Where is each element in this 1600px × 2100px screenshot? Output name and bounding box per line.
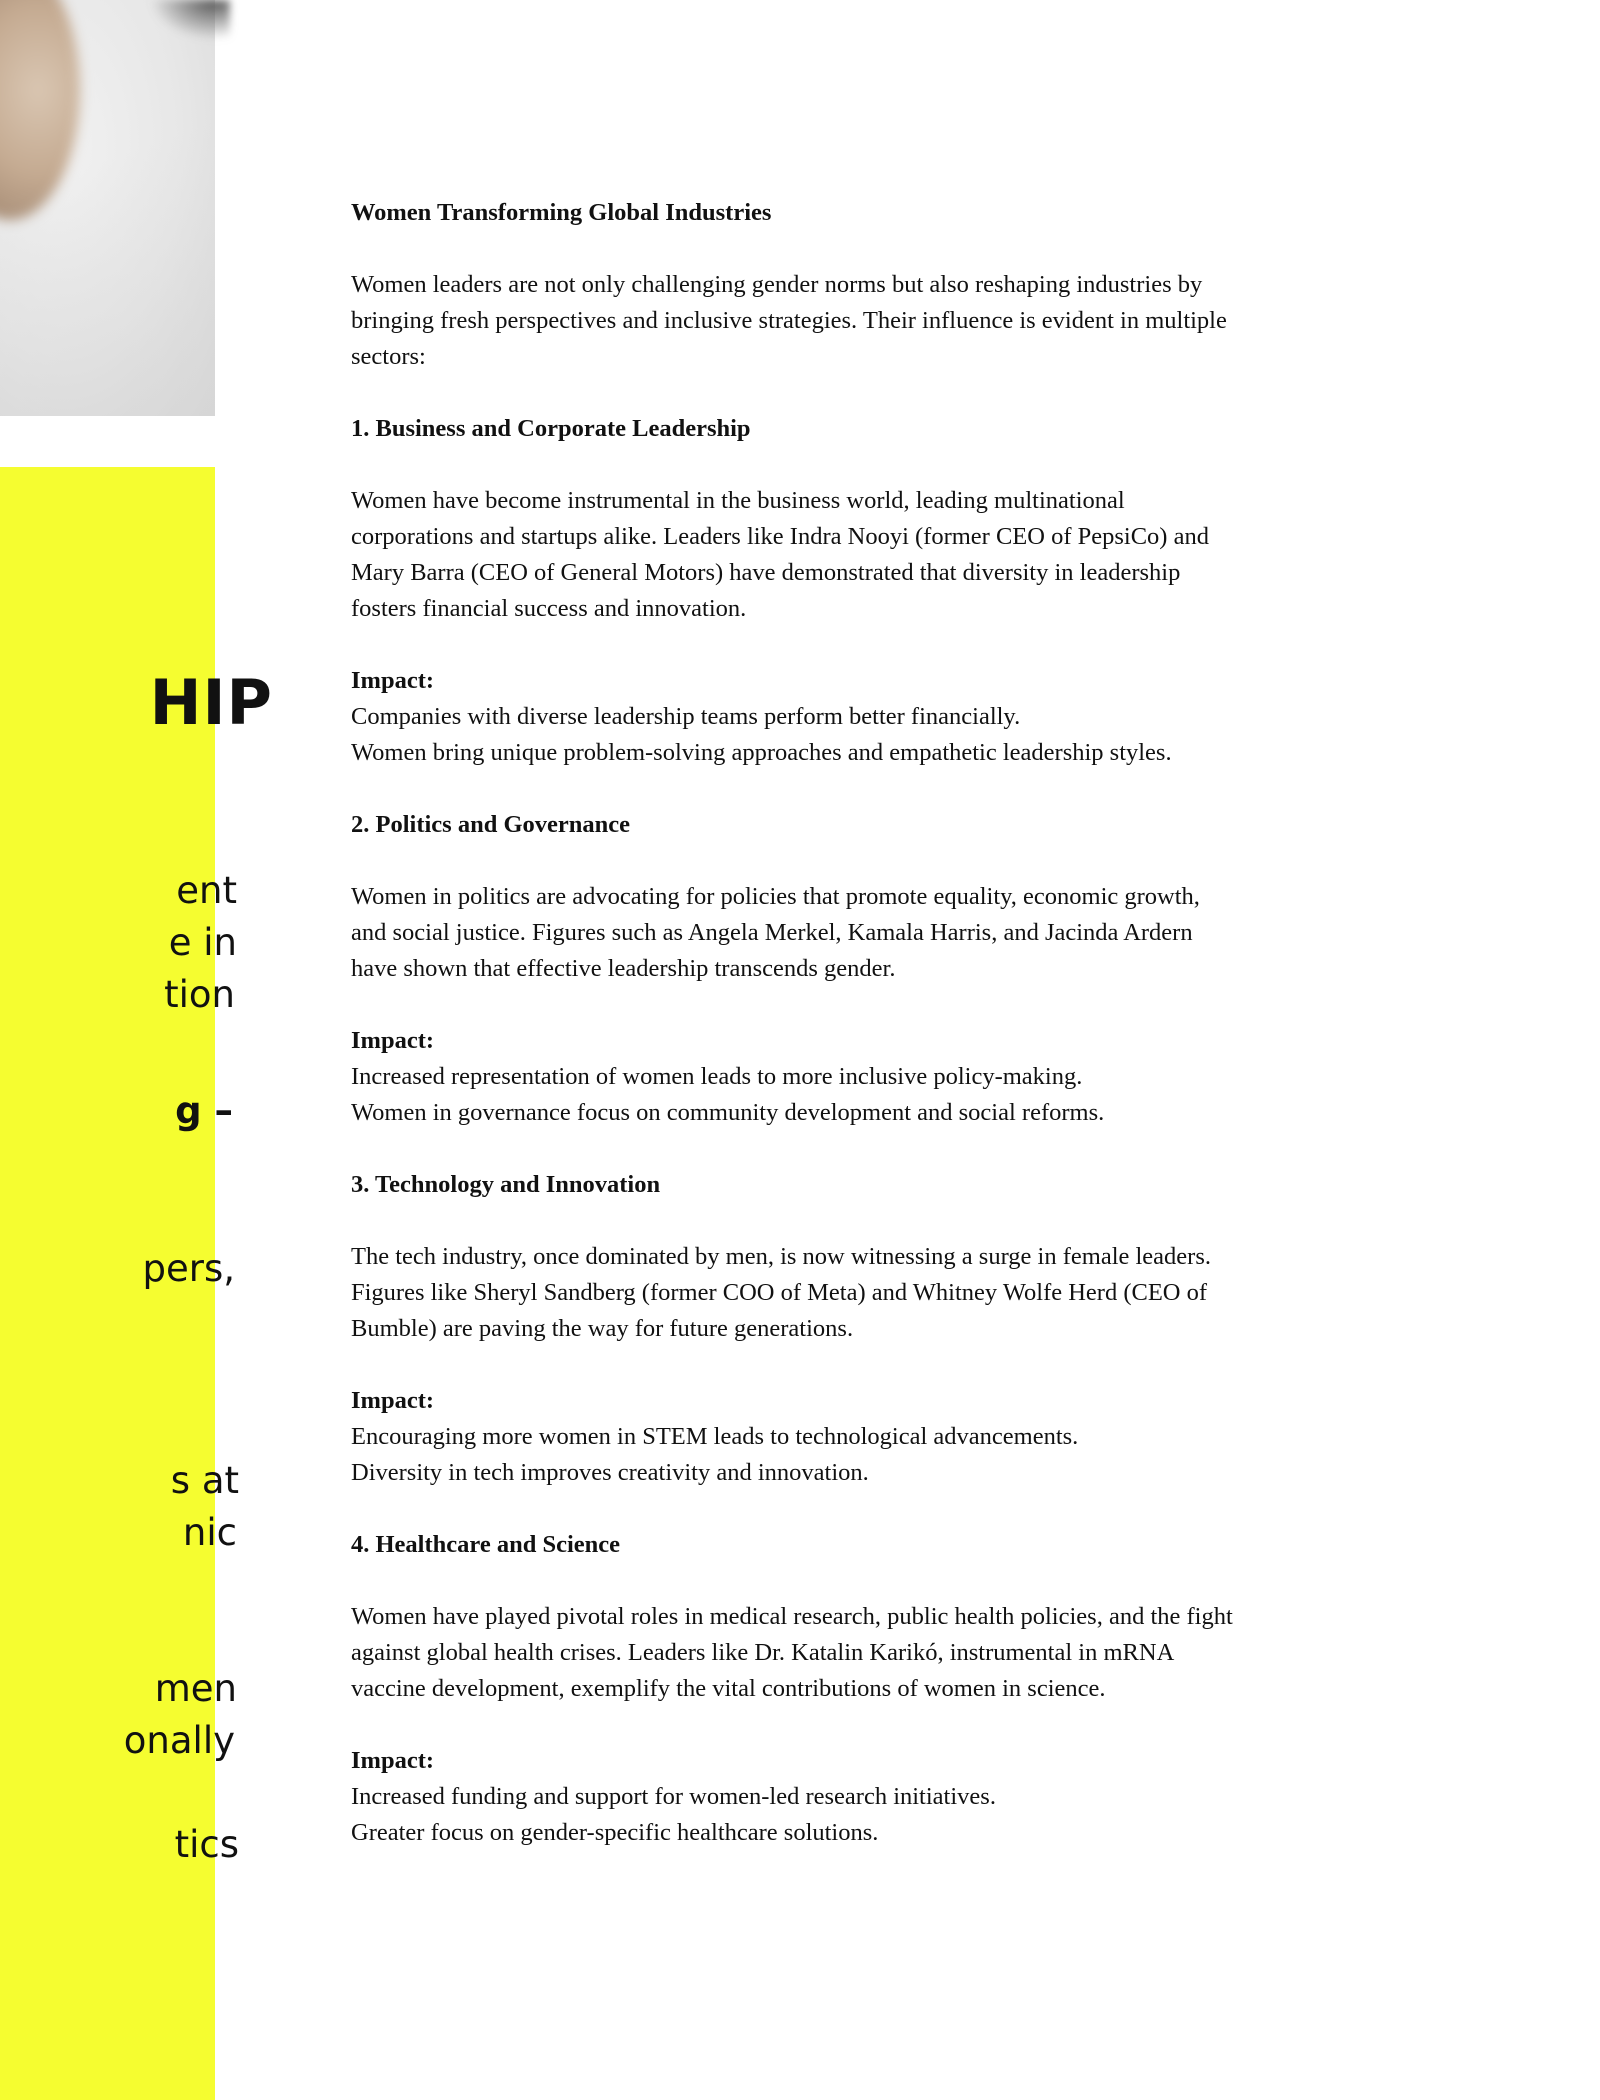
impact-label: Impact: xyxy=(351,1027,435,1054)
header-photo xyxy=(0,0,215,416)
intro-line: Women leaders are not only challenging gender norms but also reshaping industries by xyxy=(351,271,1203,298)
impact-line: Women bring unique problem-solving approaches and empathetic leadership styles. xyxy=(351,739,1172,766)
photo-tint xyxy=(0,0,215,416)
sidebar-line: e in xyxy=(168,921,237,964)
intro-line: sectors: xyxy=(351,343,426,370)
section-line: fosters financial success and innovation. xyxy=(351,595,747,622)
article-body xyxy=(351,195,1391,1851)
sidebar-line: ent xyxy=(176,869,237,912)
section-line: corporations and startups alike. Leaders like Indra Nooyi (former CEO of PepsiCo) and xyxy=(351,523,1209,550)
section-line: and social justice. Figures such as Angela Merkel, Kamala Harris, and Jacinda Ardern xyxy=(351,919,1193,946)
section-line: Mary Barra (CEO of General Motors) have demonstrated that diversity in leadership xyxy=(351,559,1181,586)
sidebar-line: men xyxy=(154,1667,237,1710)
impact-line: Diversity in tech improves creativity and innovation. xyxy=(351,1459,869,1486)
section-line: Women have become instrumental in the business world, leading multinational xyxy=(351,487,1125,514)
impact-label: Impact: xyxy=(351,1387,435,1414)
sidebar-line: tics xyxy=(174,1823,239,1866)
sidebar-line: pers, xyxy=(142,1247,235,1290)
impact-line: Women in governance focus on community development and social reforms. xyxy=(351,1099,1105,1126)
impact-line: Increased funding and support for women-led research initiatives. xyxy=(351,1783,996,1810)
impact-label: Impact: xyxy=(351,667,435,694)
impact-line: Encouraging more women in STEM leads to technological advancements. xyxy=(351,1423,1079,1450)
section-line: Bumble) are paving the way for future generations. xyxy=(351,1315,854,1342)
sidebar-heading: HIP xyxy=(149,666,273,739)
impact-line: Increased representation of women leads to more inclusive policy-making. xyxy=(351,1063,1083,1090)
sidebar-line: tion xyxy=(164,973,235,1016)
section-line: vaccine development, exemplify the vital contributions of women in science. xyxy=(351,1675,1106,1702)
impact-line: Greater focus on gender-specific healthcare solutions. xyxy=(351,1819,879,1846)
impact-line: Companies with diverse leadership teams perform better financially. xyxy=(351,703,1021,730)
section-title: 4. Healthcare and Science xyxy=(351,1531,621,1558)
section-line: Women have played pivotal roles in medical research, public health policies, and the fight xyxy=(351,1603,1233,1630)
sidebar-line: nic xyxy=(182,1511,237,1554)
sidebar-bold-line: g – xyxy=(175,1089,233,1132)
sidebar-panel xyxy=(0,467,273,2100)
section-line: Women in politics are advocating for policies that promote equality, economic growth, xyxy=(351,883,1200,910)
section-title: 1. Business and Corporate Leadership xyxy=(351,415,751,442)
section-line: Figures like Sheryl Sandberg (former COO of Meta) and Whitney Wolfe Herd (CEO of xyxy=(351,1279,1208,1306)
intro-line: bringing fresh perspectives and inclusive strategies. Their influence is evident in multiple xyxy=(351,307,1227,334)
impact-label: Impact: xyxy=(351,1747,435,1774)
sidebar-line: s at xyxy=(170,1459,239,1502)
section-line: have shown that effective leadership transcends gender. xyxy=(351,955,896,982)
article-title: Women Transforming Global Industries xyxy=(351,199,772,226)
section-line: against global health crises. Leaders like Dr. Katalin Karikó, instrumental in mRNA xyxy=(351,1639,1175,1666)
section-title: 3. Technology and Innovation xyxy=(351,1171,661,1198)
section-line: The tech industry, once dominated by men, is now witnessing a surge in female leaders. xyxy=(351,1243,1212,1270)
sidebar-line: onally xyxy=(123,1719,235,1762)
section-title: 2. Politics and Governance xyxy=(351,811,631,838)
